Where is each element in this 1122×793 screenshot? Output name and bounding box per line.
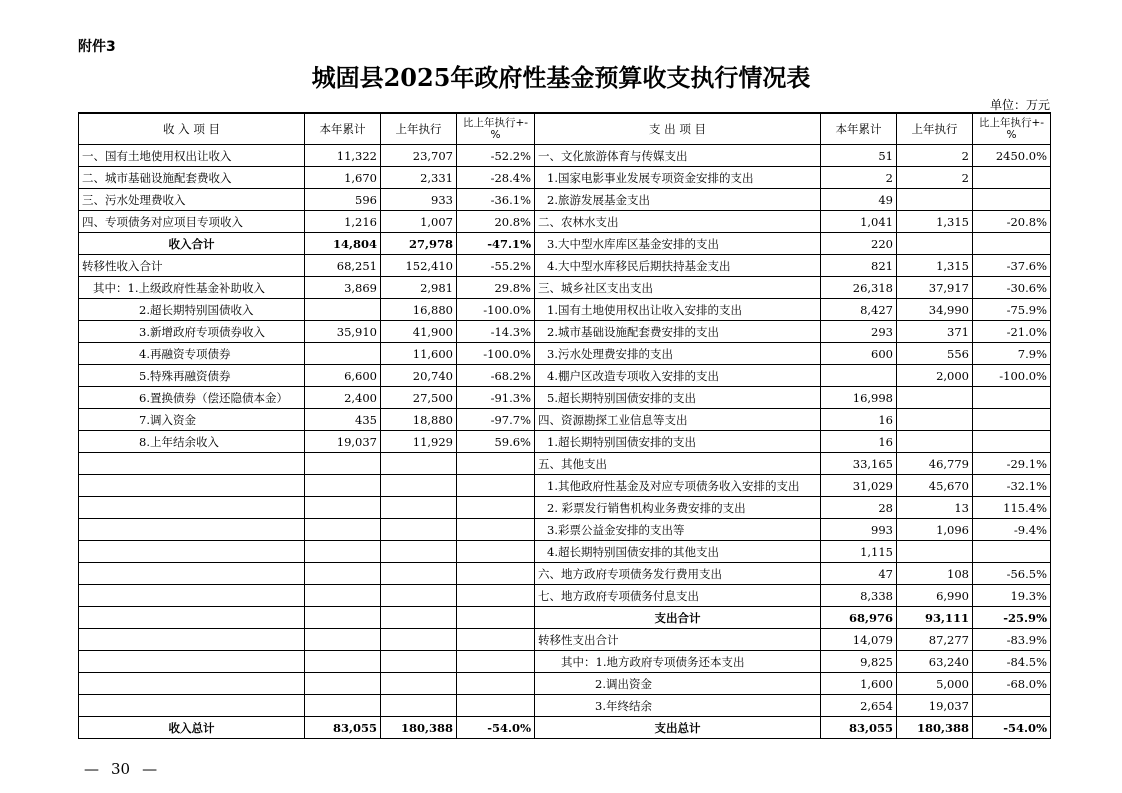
cell-income-previous: 2,331 (381, 167, 457, 189)
cell-expense-item: 1.超长期特别国债安排的支出 (535, 431, 821, 453)
cell-expense-item: 4.超长期特别国债安排的其他支出 (535, 541, 821, 563)
cell-expense-previous: 1,315 (897, 255, 973, 277)
cell-income-previous: 16,880 (381, 299, 457, 321)
cell-expense-previous: 46,779 (897, 453, 973, 475)
cell-income-current: 1,216 (305, 211, 381, 233)
cell-expense-current: 220 (821, 233, 897, 255)
cell-income-previous (381, 585, 457, 607)
header-income-item: 收 入 项 目 (79, 113, 305, 145)
cell-income-change (457, 497, 535, 519)
table-body (79, 145, 1051, 739)
cell-income-current: 2,400 (305, 387, 381, 409)
cell-income-current: 1,670 (305, 167, 381, 189)
cell-income-current (305, 607, 381, 629)
cell-income-previous: 27,978 (381, 233, 457, 255)
table-row (79, 629, 1051, 651)
cell-expense-item: 其中：1.地方政府专项债务还本支出 (535, 651, 821, 673)
header-expense-change: 比上年执行+-% (973, 113, 1051, 145)
cell-income-previous (381, 541, 457, 563)
cell-expense-change: 7.9% (973, 343, 1051, 365)
cell-income-change (457, 607, 535, 629)
cell-expense-item: 支出合计 (535, 607, 821, 629)
cell-income-previous: 20,740 (381, 365, 457, 387)
cell-expense-previous: 5,000 (897, 673, 973, 695)
cell-income-change: -100.0% (457, 299, 535, 321)
cell-income-item (79, 673, 305, 695)
cell-expense-item: 支出总计 (535, 717, 821, 739)
cell-income-previous (381, 519, 457, 541)
cell-income-change (457, 651, 535, 673)
cell-expense-change: -32.1% (973, 475, 1051, 497)
cell-expense-current: 2 (821, 167, 897, 189)
cell-expense-item: 四、资源勘探工业信息等支出 (535, 409, 821, 431)
cell-income-change: 59.6% (457, 431, 535, 453)
cell-expense-item: 4.棚户区改造专项收入安排的支出 (535, 365, 821, 387)
header-expense-item: 支 出 项 目 (535, 113, 821, 145)
cell-expense-current: 47 (821, 563, 897, 585)
header-income-change: 比上年执行+-% (457, 113, 535, 145)
header-income-current: 本年累计 (305, 113, 381, 145)
cell-expense-change (973, 167, 1051, 189)
table-row (79, 387, 1051, 409)
cell-income-current: 19,037 (305, 431, 381, 453)
cell-expense-item: 二、农林水支出 (535, 211, 821, 233)
cell-expense-change: -75.9% (973, 299, 1051, 321)
cell-income-change (457, 563, 535, 585)
cell-expense-previous: 13 (897, 497, 973, 519)
cell-expense-change: -54.0% (973, 717, 1051, 739)
cell-income-item: 6.置换债券（偿还隐债本金） (79, 387, 305, 409)
cell-income-change (457, 673, 535, 695)
cell-income-previous: 11,929 (381, 431, 457, 453)
cell-income-previous (381, 475, 457, 497)
cell-expense-current: 1,600 (821, 673, 897, 695)
table-row (79, 211, 1051, 233)
cell-expense-previous: 556 (897, 343, 973, 365)
cell-expense-item: 转移性支出合计 (535, 629, 821, 651)
cell-expense-item: 七、地方政府专项债务付息支出 (535, 585, 821, 607)
cell-expense-previous: 63,240 (897, 651, 973, 673)
cell-income-change: -91.3% (457, 387, 535, 409)
table-row (79, 145, 1051, 167)
cell-income-item (79, 563, 305, 585)
cell-expense-current: 821 (821, 255, 897, 277)
cell-expense-current: 1,041 (821, 211, 897, 233)
table-row (79, 189, 1051, 211)
cell-income-current (305, 563, 381, 585)
cell-income-item (79, 585, 305, 607)
cell-income-previous: 11,600 (381, 343, 457, 365)
cell-income-change: -28.4% (457, 167, 535, 189)
table-row (79, 233, 1051, 255)
cell-expense-item: 3.大中型水库库区基金安排的支出 (535, 233, 821, 255)
cell-income-change: -14.3% (457, 321, 535, 343)
cell-income-item (79, 497, 305, 519)
cell-expense-previous: 180,388 (897, 717, 973, 739)
cell-income-current: 35,910 (305, 321, 381, 343)
cell-expense-change (973, 233, 1051, 255)
cell-expense-item: 2.城市基础设施配套费安排的支出 (535, 321, 821, 343)
cell-income-current: 68,251 (305, 255, 381, 277)
cell-income-change (457, 541, 535, 563)
cell-expense-current: 1,115 (821, 541, 897, 563)
cell-expense-change (973, 387, 1051, 409)
cell-expense-item: 1.国家电影事业发展专项资金安排的支出 (535, 167, 821, 189)
cell-income-change: 29.8% (457, 277, 535, 299)
table-row (79, 453, 1051, 475)
page-title: 城固县2025年政府性基金预算收支执行情况表 (311, 63, 811, 92)
cell-income-current: 6,600 (305, 365, 381, 387)
table-row (79, 541, 1051, 563)
page-dash-left: — (84, 760, 99, 778)
cell-expense-item: 5.超长期特别国债安排的支出 (535, 387, 821, 409)
cell-income-item: 转移性收入合计 (79, 255, 305, 277)
table-row (79, 563, 1051, 585)
cell-expense-previous: 34,990 (897, 299, 973, 321)
cell-expense-change: -21.0% (973, 321, 1051, 343)
header-income-previous: 上年执行 (381, 113, 457, 145)
cell-income-previous (381, 563, 457, 585)
cell-income-previous (381, 695, 457, 717)
cell-expense-change (973, 409, 1051, 431)
cell-income-current (305, 475, 381, 497)
cell-expense-previous (897, 409, 973, 431)
cell-income-item: 3.新增政府专项债券收入 (79, 321, 305, 343)
cell-income-change: -68.2% (457, 365, 535, 387)
cell-income-change: -97.7% (457, 409, 535, 431)
table-row (79, 343, 1051, 365)
header-expense-current: 本年累计 (821, 113, 897, 145)
cell-expense-item: 一、文化旅游体育与传媒支出 (535, 145, 821, 167)
cell-expense-previous: 371 (897, 321, 973, 343)
cell-income-current (305, 299, 381, 321)
cell-expense-previous: 87,277 (897, 629, 973, 651)
cell-expense-change: -100.0% (973, 365, 1051, 387)
cell-expense-current: 8,427 (821, 299, 897, 321)
cell-expense-item: 2.旅游发展基金支出 (535, 189, 821, 211)
cell-income-change (457, 475, 535, 497)
cell-expense-current: 16 (821, 409, 897, 431)
table-row (79, 321, 1051, 343)
cell-expense-previous: 2,000 (897, 365, 973, 387)
cell-income-item: 收入总计 (79, 717, 305, 739)
cell-expense-item: 3.污水处理费安排的支出 (535, 343, 821, 365)
cell-income-current: 3,869 (305, 277, 381, 299)
cell-expense-current: 600 (821, 343, 897, 365)
cell-expense-change: -20.8% (973, 211, 1051, 233)
cell-income-change: -52.2% (457, 145, 535, 167)
cell-expense-current: 993 (821, 519, 897, 541)
cell-income-current (305, 497, 381, 519)
cell-expense-current (821, 365, 897, 387)
cell-expense-previous (897, 541, 973, 563)
cell-income-change (457, 695, 535, 717)
cell-income-change: 20.8% (457, 211, 535, 233)
cell-expense-previous: 19,037 (897, 695, 973, 717)
table-row (79, 277, 1051, 299)
cell-expense-change (973, 695, 1051, 717)
cell-expense-previous: 6,990 (897, 585, 973, 607)
cell-income-current: 11,322 (305, 145, 381, 167)
cell-income-item: 7.调入资金 (79, 409, 305, 431)
cell-income-item: 8.上年结余收入 (79, 431, 305, 453)
cell-expense-previous: 37,917 (897, 277, 973, 299)
cell-income-item: 收入合计 (79, 233, 305, 255)
cell-income-current: 83,055 (305, 717, 381, 739)
cell-income-current (305, 651, 381, 673)
cell-income-item (79, 519, 305, 541)
cell-expense-previous: 1,096 (897, 519, 973, 541)
cell-income-previous: 180,388 (381, 717, 457, 739)
table-row (79, 585, 1051, 607)
table-row (79, 431, 1051, 453)
cell-income-change (457, 453, 535, 475)
cell-expense-change: -84.5% (973, 651, 1051, 673)
cell-income-item: 5.特殊再融资债券 (79, 365, 305, 387)
table-row (79, 717, 1051, 739)
cell-income-current (305, 673, 381, 695)
cell-income-item: 4.再融资专项债券 (79, 343, 305, 365)
table-row (79, 695, 1051, 717)
cell-expense-previous (897, 233, 973, 255)
cell-expense-previous (897, 387, 973, 409)
cell-expense-change: 19.3% (973, 585, 1051, 607)
cell-expense-previous: 2 (897, 167, 973, 189)
cell-income-current (305, 519, 381, 541)
cell-expense-current: 16,998 (821, 387, 897, 409)
cell-expense-change: 2450.0% (973, 145, 1051, 167)
table-row (79, 255, 1051, 277)
cell-income-previous: 152,410 (381, 255, 457, 277)
cell-expense-previous (897, 189, 973, 211)
cell-income-item (79, 607, 305, 629)
cell-income-previous (381, 651, 457, 673)
table-row (79, 651, 1051, 673)
cell-expense-item: 2. 彩票发行销售机构业务费安排的支出 (535, 497, 821, 519)
page-number-value: 30 (111, 760, 131, 778)
cell-income-previous: 933 (381, 189, 457, 211)
budget-table (78, 112, 1051, 739)
cell-income-change: -55.2% (457, 255, 535, 277)
cell-expense-current: 68,976 (821, 607, 897, 629)
cell-income-current (305, 541, 381, 563)
cell-expense-change: -68.0% (973, 673, 1051, 695)
header-expense-previous: 上年执行 (897, 113, 973, 145)
cell-expense-previous: 1,315 (897, 211, 973, 233)
cell-expense-current: 26,318 (821, 277, 897, 299)
cell-expense-change (973, 431, 1051, 453)
cell-expense-current: 2,654 (821, 695, 897, 717)
cell-expense-item: 4.大中型水库移民后期扶持基金支出 (535, 255, 821, 277)
cell-income-item: 四、专项债务对应项目专项收入 (79, 211, 305, 233)
cell-income-previous (381, 497, 457, 519)
cell-expense-change (973, 189, 1051, 211)
cell-expense-item: 3.彩票公益金安排的支出等 (535, 519, 821, 541)
cell-income-change: -100.0% (457, 343, 535, 365)
cell-expense-item: 五、其他支出 (535, 453, 821, 475)
cell-income-previous: 2,981 (381, 277, 457, 299)
cell-income-current: 435 (305, 409, 381, 431)
page-number (78, 760, 163, 778)
cell-income-item: 二、城市基础设施配套费收入 (79, 167, 305, 189)
cell-income-change (457, 519, 535, 541)
cell-income-previous: 1,007 (381, 211, 457, 233)
cell-income-previous: 27,500 (381, 387, 457, 409)
table-row (79, 519, 1051, 541)
attachment-label: 附件3 (78, 39, 116, 55)
cell-expense-previous: 45,670 (897, 475, 973, 497)
cell-expense-current: 33,165 (821, 453, 897, 475)
cell-expense-item: 3.年终结余 (535, 695, 821, 717)
cell-income-previous (381, 673, 457, 695)
cell-income-change (457, 585, 535, 607)
cell-income-item: 2.超长期特别国债收入 (79, 299, 305, 321)
cell-expense-previous (897, 431, 973, 453)
cell-income-previous: 41,900 (381, 321, 457, 343)
cell-expense-item: 1.国有土地使用权出让收入安排的支出 (535, 299, 821, 321)
cell-expense-current: 28 (821, 497, 897, 519)
table-header-row (79, 113, 1051, 145)
cell-income-previous: 18,880 (381, 409, 457, 431)
cell-expense-change (973, 541, 1051, 563)
table-row (79, 409, 1051, 431)
cell-expense-current: 49 (821, 189, 897, 211)
cell-income-current: 14,804 (305, 233, 381, 255)
cell-expense-current: 14,079 (821, 629, 897, 651)
cell-income-current (305, 695, 381, 717)
cell-expense-current: 83,055 (821, 717, 897, 739)
cell-expense-current: 9,825 (821, 651, 897, 673)
table-row (79, 607, 1051, 629)
cell-income-item: 一、国有土地使用权出让收入 (79, 145, 305, 167)
cell-expense-change: -37.6% (973, 255, 1051, 277)
table-row (79, 673, 1051, 695)
cell-expense-previous: 108 (897, 563, 973, 585)
cell-expense-item: 三、城乡社区支出支出 (535, 277, 821, 299)
cell-expense-previous: 2 (897, 145, 973, 167)
cell-income-item (79, 541, 305, 563)
cell-income-previous (381, 607, 457, 629)
cell-income-previous: 23,707 (381, 145, 457, 167)
cell-expense-change: -9.4% (973, 519, 1051, 541)
table-row (79, 497, 1051, 519)
cell-income-change: -47.1% (457, 233, 535, 255)
cell-expense-current: 16 (821, 431, 897, 453)
cell-expense-item: 六、地方政府专项债务发行费用支出 (535, 563, 821, 585)
table-row (79, 365, 1051, 387)
cell-income-change: -54.0% (457, 717, 535, 739)
cell-income-current (305, 629, 381, 651)
cell-income-change: -36.1% (457, 189, 535, 211)
cell-income-item (79, 695, 305, 717)
cell-expense-change: -30.6% (973, 277, 1051, 299)
page-dash-right: — (142, 760, 158, 778)
cell-income-current (305, 453, 381, 475)
cell-income-item: 其中：1.上级政府性基金补助收入 (79, 277, 305, 299)
table-row (79, 167, 1051, 189)
cell-expense-item: 2.调出资金 (535, 673, 821, 695)
cell-expense-item: 1.其他政府性基金及对应专项债务收入安排的支出 (535, 475, 821, 497)
cell-expense-change: -83.9% (973, 629, 1051, 651)
cell-income-current (305, 343, 381, 365)
table-row (79, 475, 1051, 497)
cell-income-previous (381, 453, 457, 475)
cell-expense-current: 51 (821, 145, 897, 167)
cell-expense-change: 115.4% (973, 497, 1051, 519)
cell-income-item (79, 453, 305, 475)
cell-income-current (305, 585, 381, 607)
cell-income-item (79, 629, 305, 651)
unit-label: 单位：万元 (989, 98, 1050, 112)
cell-income-item (79, 475, 305, 497)
cell-income-item: 三、污水处理费收入 (79, 189, 305, 211)
cell-expense-current: 8,338 (821, 585, 897, 607)
cell-income-item (79, 651, 305, 673)
cell-expense-change: -56.5% (973, 563, 1051, 585)
table-row (79, 299, 1051, 321)
cell-income-previous (381, 629, 457, 651)
cell-expense-change: -29.1% (973, 453, 1051, 475)
cell-income-change (457, 629, 535, 651)
cell-expense-previous: 93,111 (897, 607, 973, 629)
cell-expense-current: 293 (821, 321, 897, 343)
cell-income-current: 596 (305, 189, 381, 211)
cell-expense-change: -25.9% (973, 607, 1051, 629)
cell-expense-current: 31,029 (821, 475, 897, 497)
